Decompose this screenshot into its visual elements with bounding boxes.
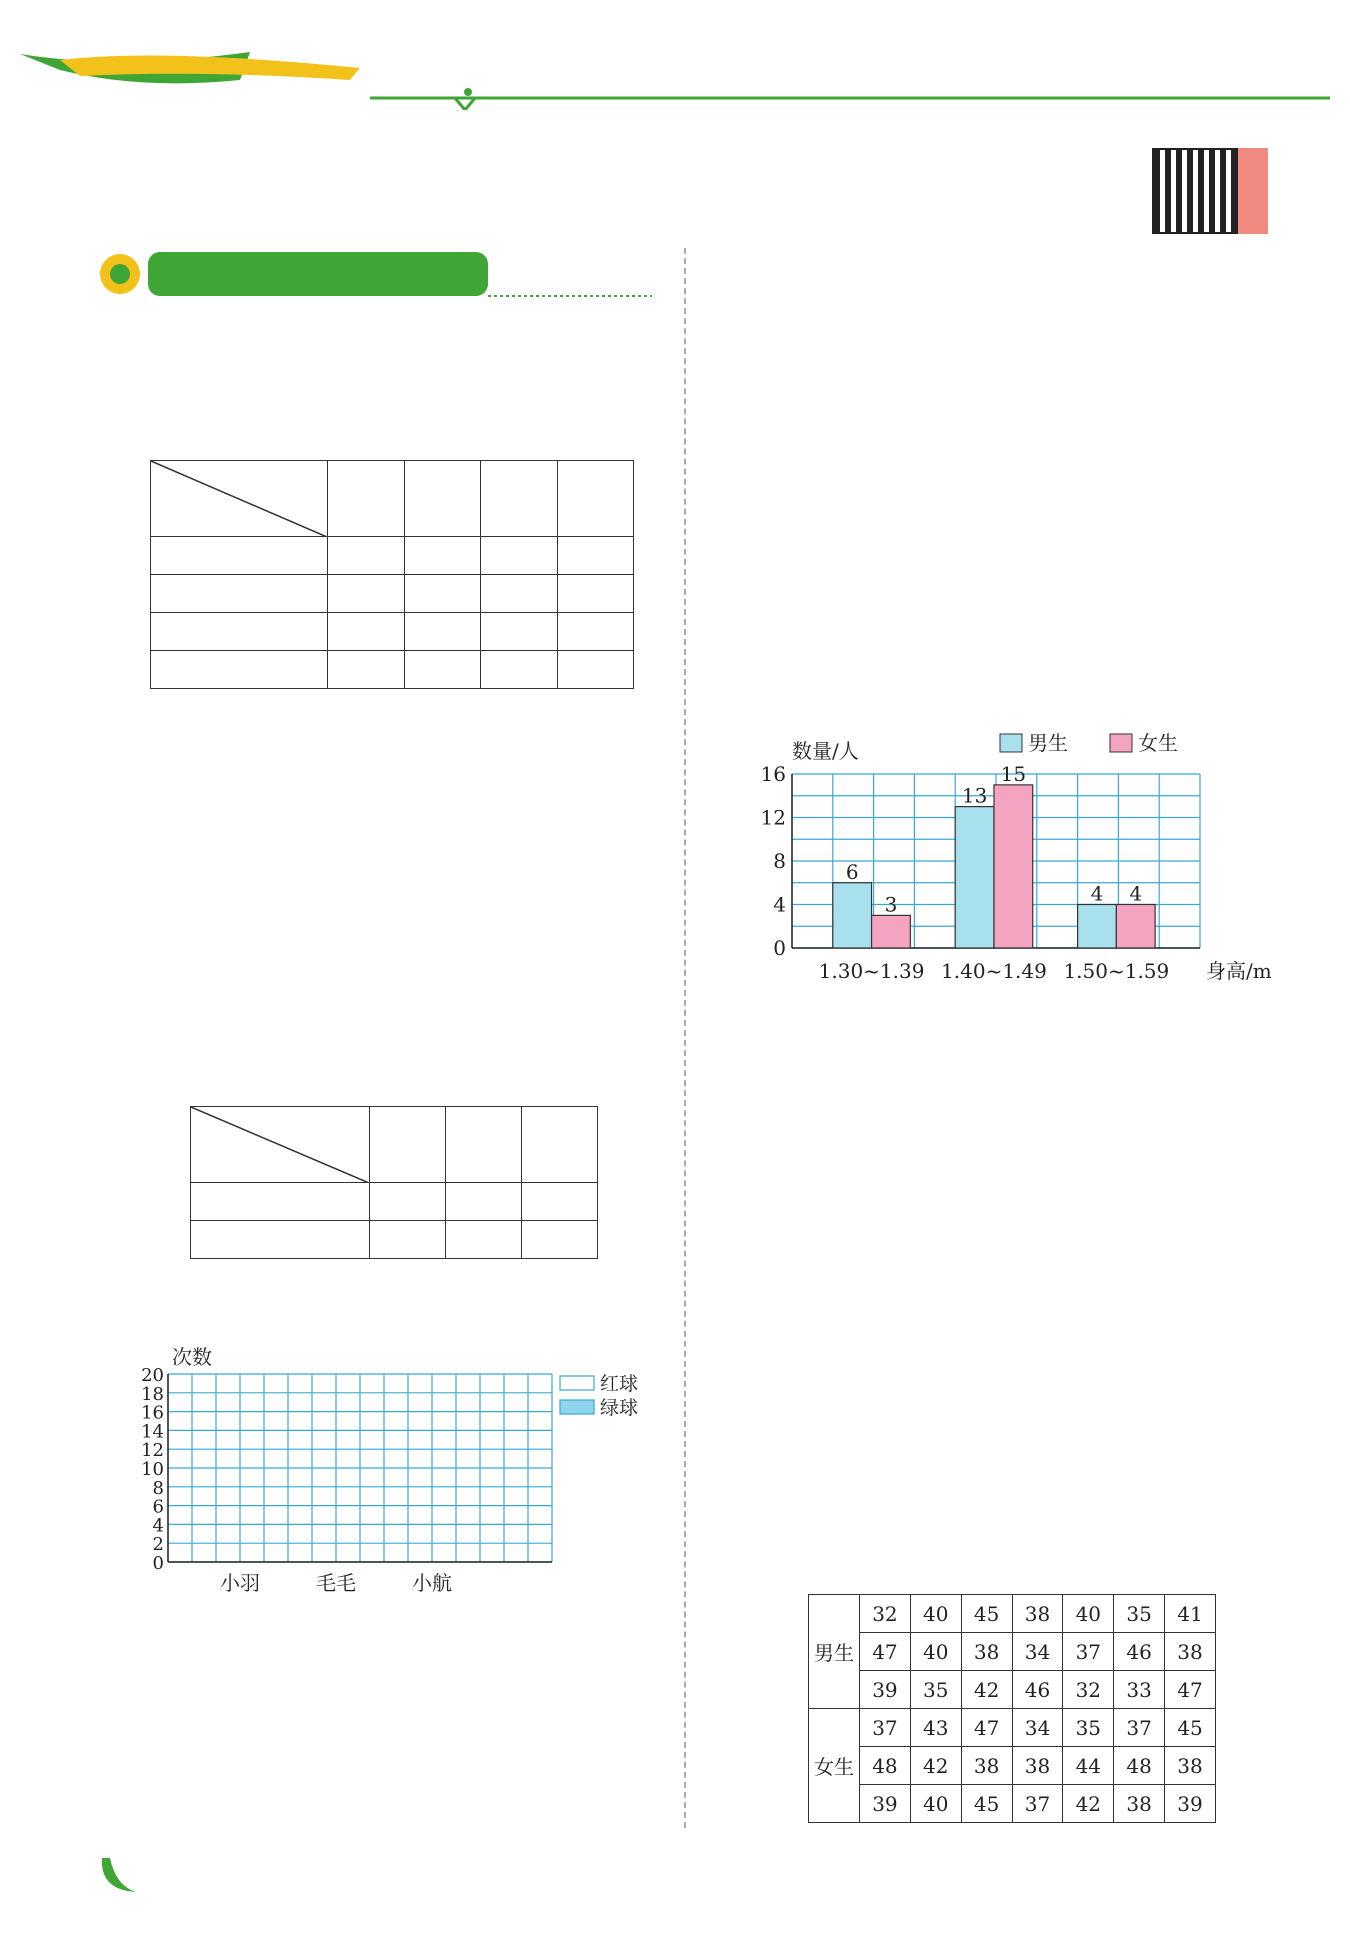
table-cell: 48: [860, 1747, 911, 1785]
data-label: 4: [1129, 881, 1143, 906]
table-row: [809, 1747, 1216, 1785]
table-cell: 45: [961, 1595, 1012, 1633]
table-cell: 32: [860, 1595, 911, 1633]
table-cell: 38: [961, 1633, 1012, 1671]
table-row: [809, 1671, 1216, 1709]
table-cell: 40: [910, 1595, 961, 1633]
table-cell: 42: [961, 1671, 1012, 1709]
table-cell: 45: [961, 1785, 1012, 1823]
fill-in-cell[interactable]: [328, 651, 405, 689]
table-cell: 45: [1165, 1709, 1216, 1747]
table-cell: 40: [1063, 1595, 1114, 1633]
table-cell: 42: [1063, 1785, 1114, 1823]
table-cell: 48: [1114, 1747, 1165, 1785]
table-cell: 40: [910, 1785, 961, 1823]
y-tick-label: 0: [773, 936, 786, 960]
q1-corner-cell: [151, 461, 328, 537]
table-cell: 41: [1165, 1595, 1216, 1633]
legend-label: 红球: [600, 1373, 639, 1395]
table-cell: 47: [860, 1633, 911, 1671]
table-cell: 47: [961, 1709, 1012, 1747]
y-tick-label: 12: [760, 805, 786, 830]
table-cell: 44: [1063, 1747, 1114, 1785]
data-label: 6: [845, 859, 859, 884]
bar: [833, 883, 872, 948]
y-tick-label: 4: [773, 892, 786, 917]
data-label: 15: [1000, 761, 1027, 786]
table-row: [809, 1709, 1216, 1747]
x-tick-label: 1.40~1.49: [941, 959, 1047, 983]
table-cell: 39: [1165, 1785, 1216, 1823]
q1-header-english: [557, 461, 634, 537]
fill-in-cell[interactable]: [481, 537, 558, 575]
table-row: [151, 651, 634, 689]
q2-corner-cell: [191, 1107, 370, 1183]
bar: [1116, 905, 1155, 949]
table-cell: 38: [1012, 1747, 1063, 1785]
fill-in-cell[interactable]: [557, 575, 634, 613]
y-tick-label: 14: [141, 1421, 164, 1443]
table-row: [809, 1595, 1216, 1633]
table-cell: 35: [1114, 1595, 1165, 1633]
q1-score-table: [150, 460, 634, 689]
table-cell: 32: [1063, 1671, 1114, 1709]
y-tick-label: 6: [152, 1496, 164, 1518]
q4-weight-table: [808, 1594, 1216, 1823]
x-tick-label: 1.30~1.39: [818, 959, 925, 983]
y-tick-label: 10: [141, 1459, 164, 1480]
table-cell: 34: [1012, 1633, 1063, 1671]
section-banner: [92, 250, 662, 300]
y-tick-label: 18: [141, 1383, 164, 1405]
table-cell: 40: [910, 1633, 961, 1671]
chart-y-label: 次数: [172, 1346, 212, 1369]
table-cell: 46: [1114, 1633, 1165, 1671]
x-axis-label: 身高/m: [1206, 959, 1272, 983]
legend-label: 绿球: [600, 1397, 639, 1419]
legend-swatch: [560, 1400, 594, 1414]
x-tick-label: 毛毛: [316, 1571, 356, 1595]
table-row: [191, 1183, 598, 1221]
chart-y-label: 数量/人: [792, 739, 859, 763]
header-decoration: [0, 40, 1350, 110]
table-cell: 38: [1012, 1595, 1063, 1633]
page-number-decoration: [96, 1850, 166, 1900]
qr-label: [1238, 148, 1268, 234]
fill-in-cell[interactable]: [328, 575, 405, 613]
table-cell: 38: [1165, 1747, 1216, 1785]
table-cell: 46: [1012, 1671, 1063, 1709]
x-tick-label: 1.50~1.59: [1063, 959, 1170, 983]
lesson-title: [488, 162, 528, 206]
y-tick-label: 12: [141, 1440, 164, 1462]
table-cell: 38: [1165, 1633, 1216, 1671]
q1-header-math: [481, 461, 558, 537]
table-cell: 35: [910, 1671, 961, 1709]
bar: [872, 915, 911, 948]
table-cell: 38: [961, 1747, 1012, 1785]
q1-header-total: [328, 461, 405, 537]
table-cell: 39: [860, 1785, 911, 1823]
y-tick-label: 0: [152, 1553, 164, 1574]
table-cell: 42: [910, 1747, 961, 1785]
legend-swatch: [1000, 734, 1022, 752]
table-row: [809, 1633, 1216, 1671]
y-tick-label: 16: [760, 762, 786, 786]
bar: [955, 807, 994, 948]
group-label: 女生: [809, 1709, 860, 1823]
table-cell: 33: [1114, 1671, 1165, 1709]
q1-header-chinese: [404, 461, 481, 537]
y-tick-label: 16: [141, 1402, 164, 1424]
y-tick-label: 20: [141, 1365, 164, 1386]
height-bar-chart: [740, 718, 1280, 988]
data-label: 4: [1090, 881, 1104, 906]
group-label: 男生: [809, 1595, 860, 1709]
y-tick-label: 8: [152, 1477, 164, 1499]
q2-blank-chart[interactable]: [120, 1346, 660, 1596]
bar: [994, 785, 1033, 948]
legend-swatch: [560, 1376, 594, 1390]
table-row: [151, 537, 634, 575]
fill-in-cell[interactable]: [481, 613, 558, 651]
qr-code[interactable]: [1152, 148, 1238, 234]
table-cell: 43: [910, 1709, 961, 1747]
x-tick-label: 小航: [412, 1571, 452, 1595]
table-cell: 37: [1063, 1633, 1114, 1671]
table-cell: 35: [1063, 1709, 1114, 1747]
data-label: 3: [884, 892, 898, 917]
fill-in-cell[interactable]: [328, 537, 405, 575]
data-label: 13: [961, 783, 988, 808]
table-cell: 34: [1012, 1709, 1063, 1747]
table-cell: 47: [1165, 1671, 1216, 1709]
legend-swatch: [1110, 734, 1132, 752]
y-tick-label: 2: [152, 1534, 164, 1556]
y-tick-label: 8: [773, 849, 786, 873]
bar: [1078, 905, 1117, 949]
table-cell: 38: [1114, 1785, 1165, 1823]
legend-label: 女生: [1138, 731, 1178, 755]
table-cell: 37: [860, 1709, 911, 1747]
legend-label: 男生: [1028, 731, 1068, 755]
table-cell: 39: [860, 1671, 911, 1709]
table-row: [809, 1785, 1216, 1823]
q2-ball-table: [190, 1106, 598, 1259]
table-cell: 37: [1114, 1709, 1165, 1747]
column-divider: [684, 248, 686, 1828]
table-row: [151, 613, 634, 651]
table-row: [151, 575, 634, 613]
y-tick-label: 4: [152, 1515, 164, 1537]
fill-in-cell[interactable]: [404, 613, 481, 651]
x-tick-label: 小羽: [220, 1571, 260, 1595]
table-row: [191, 1221, 598, 1259]
table-cell: 37: [1012, 1785, 1063, 1823]
